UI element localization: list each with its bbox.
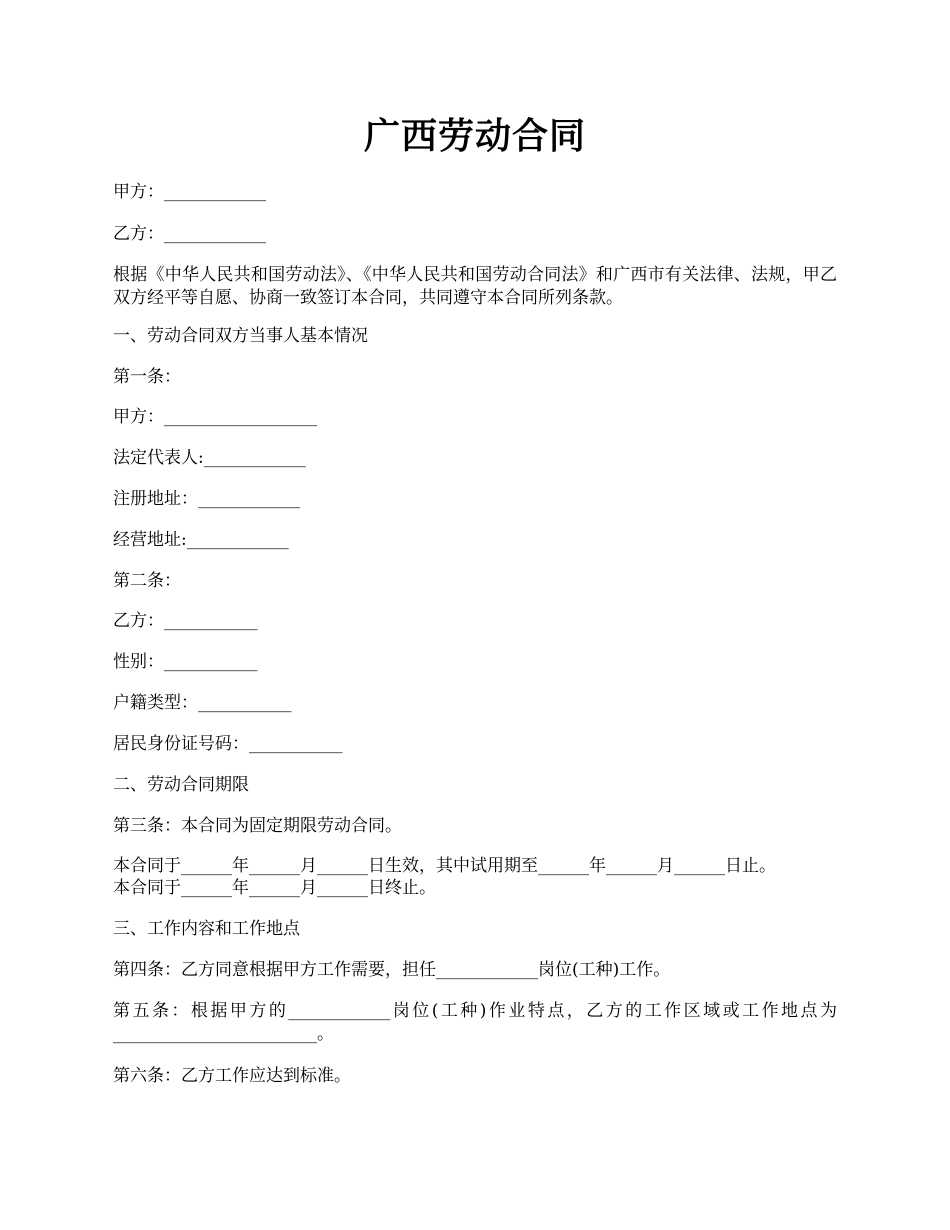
party-b-line: 乙方：____________ (113, 224, 266, 244)
contract-termination-line: 本合同于______年______月______日终止。 (113, 878, 436, 898)
preamble-paragraph: 根据《中华人民共和国劳动法》、《中华人民共和国劳动合同法》和广西市有关法律、法规，甲乙双方经平等自愿、协商一致签订本合同，共同遵守本合同所列条款。 (113, 265, 837, 308)
article-1-heading: 第一条： (113, 367, 181, 387)
article-4-text: 第四条：乙方同意根据甲方工作需要，担任____________岗位(工种)工作。 (113, 960, 671, 980)
section-2-heading: 二、劳动合同期限 (113, 775, 249, 795)
gender-line: 性别：___________ (113, 652, 258, 672)
party-b-name-line: 乙方：___________ (113, 611, 258, 631)
article-5-text: 第五条：根据甲方的____________岗位(工种)作业特点，乙方的工作区域或工作地点为________________________。 (113, 1001, 837, 1044)
document-title: 广西劳动合同 (363, 115, 586, 157)
party-a-line: 甲方：____________ (113, 182, 266, 202)
section-3-heading: 三、工作内容和工作地点 (113, 919, 300, 939)
id-number-line: 居民身份证号码：___________ (113, 734, 343, 754)
contract-effective-line: 本合同于______年______月______日生效，其中试用期至______年______月______日止。 (113, 856, 776, 876)
legal-representative-line: 法定代表人:____________ (113, 448, 306, 468)
business-address-line: 经营地址:____________ (113, 530, 289, 550)
article-6-text: 第六条：乙方工作应达到标准。 (113, 1066, 351, 1086)
article-2-heading: 第二条： (113, 571, 181, 591)
article-3-text: 第三条：本合同为固定期限劳动合同。 (113, 816, 402, 836)
section-1-heading: 一、劳动合同双方当事人基本情况 (113, 326, 368, 346)
household-type-line: 户籍类型：___________ (113, 693, 292, 713)
party-a-name-line: 甲方：__________________ (113, 407, 317, 427)
registered-address-line: 注册地址：____________ (113, 489, 300, 509)
